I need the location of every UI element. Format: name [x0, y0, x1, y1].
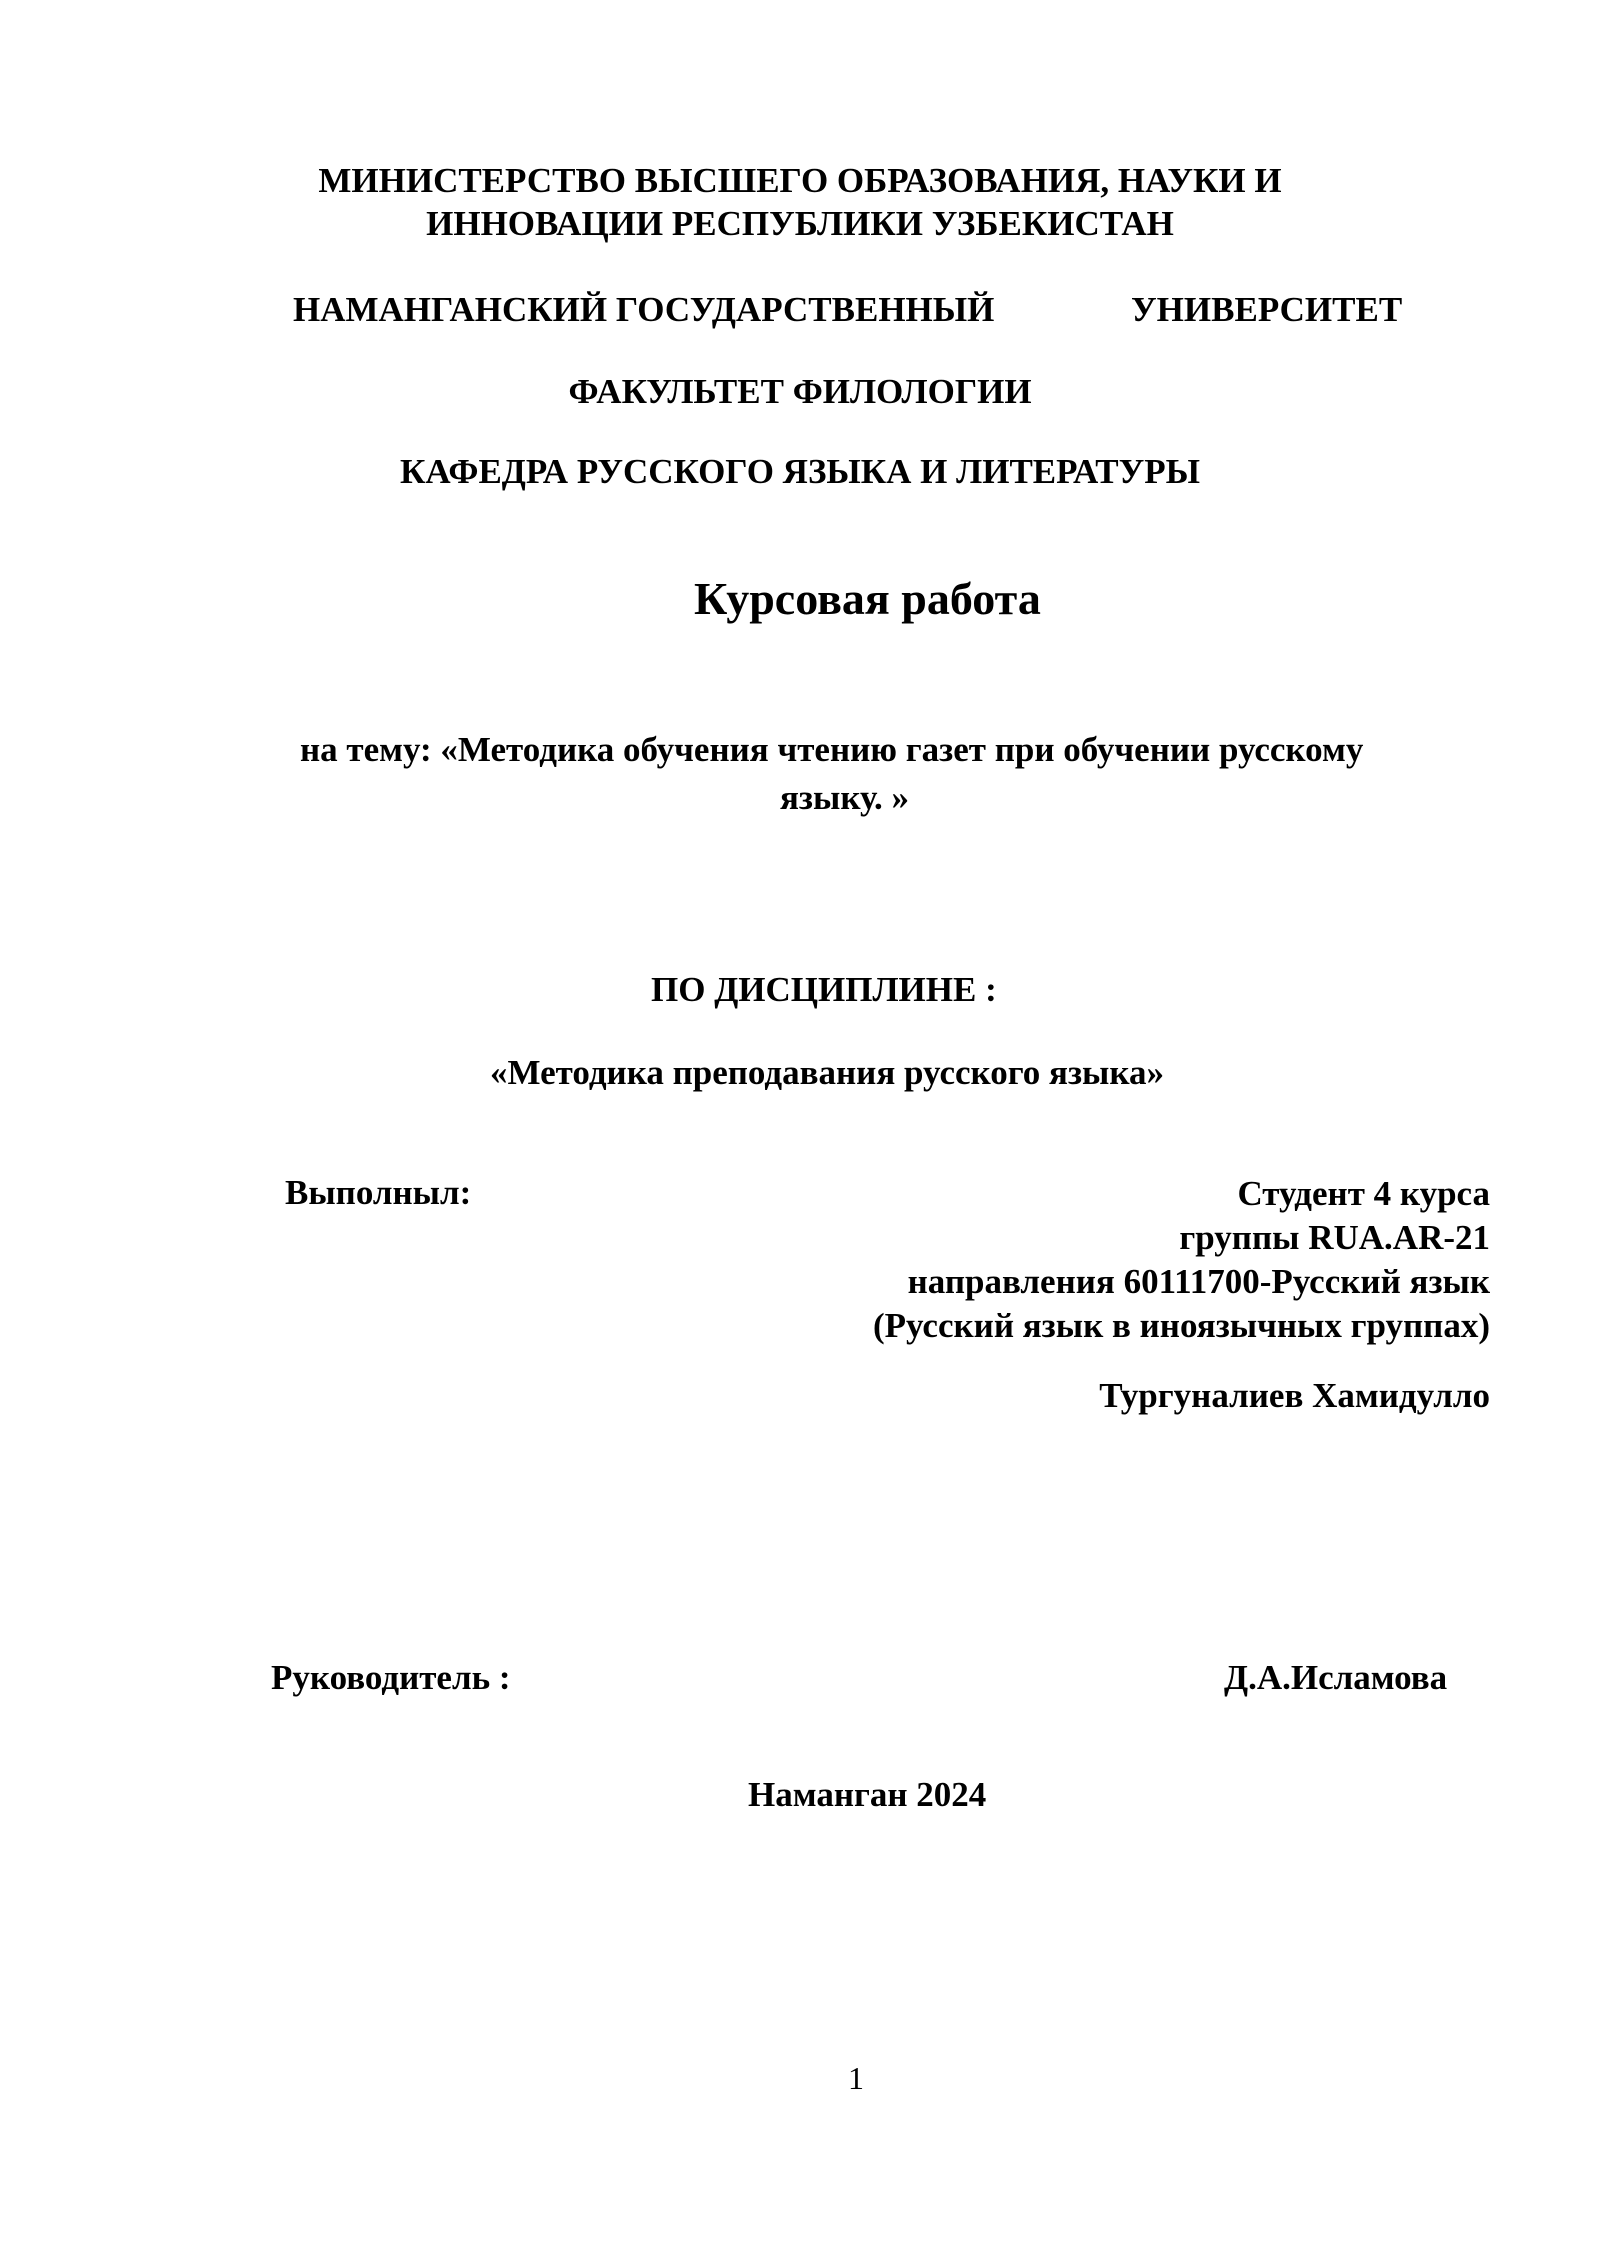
discipline-name: «Методика преподавания русского языка»: [490, 1053, 1164, 1092]
university-name-part-2: УНИВЕРСИТЕТ: [1131, 290, 1403, 329]
city-year: Наманган 2024: [748, 1775, 987, 1814]
supervisor-name: Д.А.Исламова: [1224, 1658, 1448, 1697]
discipline-label: ПО ДИСЦИПЛИНЕ :: [651, 970, 997, 1009]
author-direction: направления 60111700-Русский язык: [907, 1262, 1490, 1301]
topic-line-1: на тему: «Методика обучения чтению газет при обучении русскому: [300, 730, 1364, 769]
ministry-line-1: МИНИСТЕРСТВО ВЫСШЕГО ОБРАЗОВАНИЯ, НАУКИ И: [318, 161, 1282, 200]
department-name: КАФЕДРА РУССКОГО ЯЗЫКА И ЛИТЕРАТУРЫ: [399, 452, 1201, 491]
author-specialization: (Русский язык в иноязычных группах): [872, 1306, 1490, 1345]
page-number: 1: [848, 2060, 864, 2096]
topic-line-2: языку. »: [780, 778, 909, 817]
author-details: [873, 1172, 1490, 1348]
supervisor-label: Руководитель :: [271, 1658, 511, 1697]
faculty-name: ФАКУЛЬТЕТ ФИЛОЛОГИИ: [568, 372, 1032, 411]
author-group: группы RUA.AR-21: [1179, 1218, 1490, 1257]
author-course: Студент 4 курса: [1237, 1174, 1490, 1213]
ministry-line-2: ИННОВАЦИИ РЕСПУБЛИКИ УЗБЕКИСТАН: [426, 204, 1174, 243]
author-name: Тургуналиев Хамидулло: [1099, 1376, 1490, 1415]
author-label: Выполныл:: [285, 1173, 472, 1212]
document-title: Курсовая работа: [694, 573, 1041, 624]
university-name-part-1: НАМАНГАНСКИЙ ГОСУДАРСТВЕННЫЙ: [293, 290, 995, 329]
